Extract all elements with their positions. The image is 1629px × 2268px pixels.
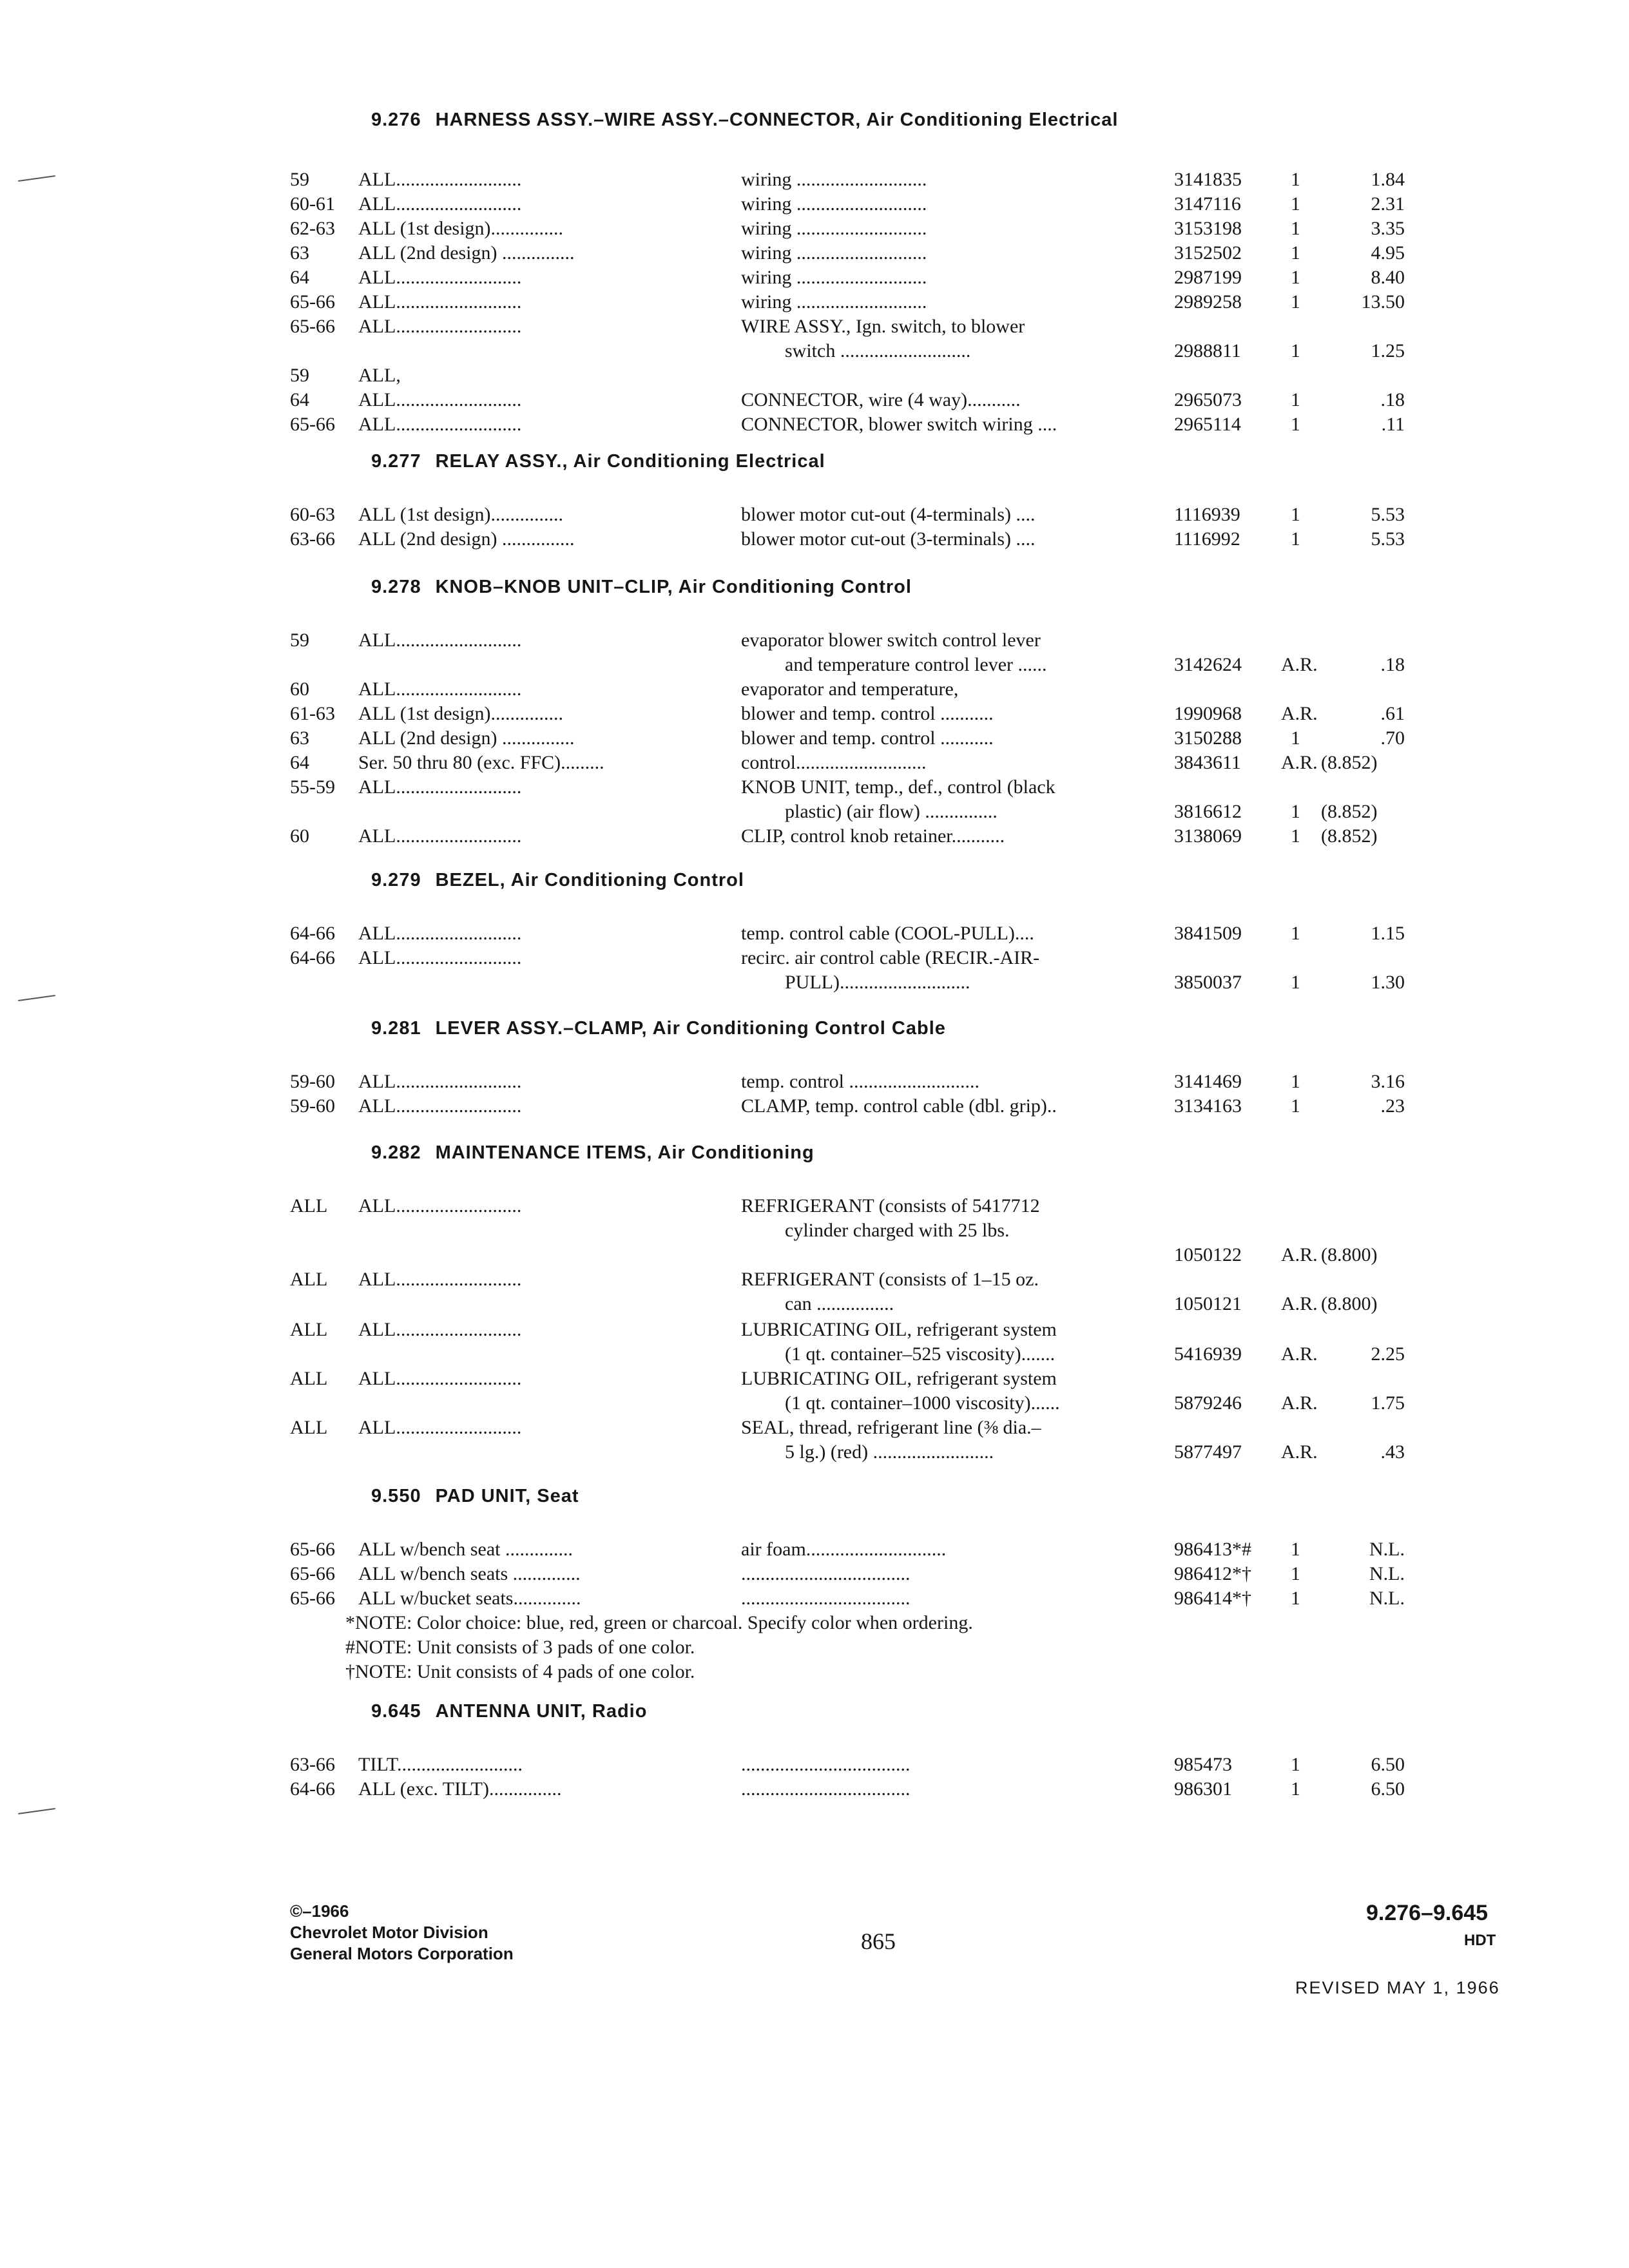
- part-number: 3841509: [1174, 923, 1242, 944]
- parts-row: [0, 265, 1629, 290]
- section-title: BEZEL, Air Conditioning Control: [435, 870, 744, 890]
- model-series: TILT..........................: [358, 1754, 523, 1775]
- section-heading: [371, 1486, 579, 1507]
- list-price: 3.35: [1371, 218, 1405, 239]
- part-description: evaporator and temperature,: [741, 678, 959, 700]
- part-number: 3153198: [1174, 218, 1242, 239]
- footnote: *NOTE: Color choice: blue, red, green or charcoal. Specify color when ordering.: [345, 1612, 973, 1633]
- part-number: 1116939: [1174, 504, 1240, 525]
- quantity: 1: [1291, 1539, 1300, 1560]
- quantity: 1: [1291, 1754, 1300, 1775]
- model-series: ALL (2nd design) ...............: [358, 528, 575, 550]
- quantity: 1: [1291, 1095, 1300, 1117]
- part-description: LUBRICATING OIL, refrigerant system: [741, 1368, 1057, 1389]
- model-series: ALL w/bench seats ..............: [358, 1563, 581, 1584]
- part-description: (1 qt. container–525 viscosity).......: [785, 1343, 1055, 1365]
- model-year: ALL: [290, 1417, 328, 1438]
- model-year: 59: [290, 169, 309, 190]
- model-series: Ser. 50 thru 80 (exc. FFC).........: [358, 752, 604, 773]
- model-year: 61-63: [290, 703, 335, 724]
- model-series: ALL..........................: [358, 1195, 522, 1216]
- list-price: .23: [1380, 1095, 1405, 1117]
- part-description: control...........................: [741, 752, 927, 773]
- binding-mark: [18, 1808, 55, 1814]
- list-price: (8.800): [1321, 1244, 1378, 1265]
- model-year: 59-60: [290, 1071, 335, 1092]
- list-price: 6.50: [1371, 1778, 1405, 1800]
- quantity: 1: [1291, 528, 1300, 550]
- model-year: 64-66: [290, 923, 335, 944]
- part-number: 5877497: [1174, 1441, 1242, 1463]
- parts-row: [0, 1440, 1629, 1465]
- part-description: recirc. air control cable (RECIR.-AIR-: [741, 947, 1040, 968]
- part-description: REFRIGERANT (consists of 1–15 oz.: [741, 1269, 1039, 1290]
- parts-row: [0, 339, 1629, 363]
- part-description: ...................................: [741, 1588, 911, 1609]
- part-description: air foam.............................: [741, 1539, 947, 1560]
- model-series: ALL..........................: [358, 678, 522, 700]
- list-price: 1.30: [1371, 972, 1405, 993]
- parts-row: [0, 1243, 1629, 1267]
- publisher-block: [290, 1901, 514, 1965]
- part-description: SEAL, thread, refrigerant line (⅜ dia.–: [741, 1417, 1041, 1438]
- list-price: 4.95: [1371, 242, 1405, 264]
- model-series: ALL..........................: [358, 1269, 522, 1290]
- parts-row: [0, 1194, 1629, 1218]
- part-number: 3138069: [1174, 825, 1242, 847]
- model-series: ALL..........................: [358, 1368, 522, 1389]
- parts-row: [0, 1070, 1629, 1094]
- parts-row: [0, 946, 1629, 970]
- model-year: 65-66: [290, 1588, 335, 1609]
- model-series: ALL (exc. TILT)...............: [358, 1778, 562, 1800]
- model-series: ALL..........................: [358, 389, 522, 410]
- parts-row: [0, 1292, 1629, 1316]
- part-description: LUBRICATING OIL, refrigerant system: [741, 1319, 1057, 1340]
- model-year: ALL: [290, 1269, 328, 1290]
- model-year: 59: [290, 365, 309, 386]
- part-number: 3843611: [1174, 752, 1241, 773]
- part-number: 1050121: [1174, 1293, 1242, 1314]
- parts-row: [0, 1391, 1629, 1416]
- list-price: 1.25: [1371, 340, 1405, 361]
- parts-row: [0, 726, 1629, 751]
- quantity: A.R.: [1281, 654, 1318, 675]
- part-number: 2965114: [1174, 414, 1241, 435]
- part-description: CONNECTOR, blower switch wiring ....: [741, 414, 1057, 435]
- section-heading: [371, 577, 912, 598]
- part-description: wiring ...........................: [741, 242, 927, 264]
- part-number: 3141835: [1174, 169, 1242, 190]
- part-description: cylinder charged with 25 lbs.: [785, 1220, 1010, 1241]
- part-description: wiring ...........................: [741, 218, 927, 239]
- parts-row: [0, 1562, 1629, 1586]
- model-series: ALL (2nd design) ...............: [358, 727, 575, 749]
- list-price: .18: [1380, 389, 1405, 410]
- quantity: 1: [1291, 389, 1300, 410]
- group-range: 9.276–9.645: [1366, 1901, 1489, 1925]
- parts-row: [0, 677, 1629, 702]
- list-price: .43: [1380, 1441, 1405, 1463]
- quantity: 1: [1291, 923, 1300, 944]
- parts-row: [0, 921, 1629, 946]
- section-title: KNOB–KNOB UNIT–CLIP, Air Conditioning Control: [435, 577, 912, 597]
- part-number: 2988811: [1174, 340, 1241, 361]
- part-number: 3134163: [1174, 1095, 1242, 1117]
- parts-row: [0, 653, 1629, 677]
- part-description: switch ...........................: [785, 340, 971, 361]
- parts-row: [0, 168, 1629, 192]
- quantity: 1: [1291, 291, 1300, 312]
- parts-row: [0, 527, 1629, 552]
- part-number: 5416939: [1174, 1343, 1242, 1365]
- section-number: 9.276: [371, 110, 421, 130]
- list-price: N.L.: [1369, 1539, 1405, 1560]
- model-series: ALL..........................: [358, 1071, 522, 1092]
- model-year: ALL: [290, 1319, 328, 1340]
- model-series: ALL..........................: [358, 316, 522, 337]
- section-title: ANTENNA UNIT, Radio: [435, 1701, 648, 1722]
- section-number: 9.278: [371, 577, 421, 597]
- model-series: ALL..........................: [358, 1095, 522, 1117]
- list-price: .70: [1380, 727, 1405, 749]
- model-year: 60: [290, 678, 309, 700]
- parts-row: [0, 702, 1629, 726]
- model-year: 65-66: [290, 1563, 335, 1584]
- quantity: A.R.: [1281, 1343, 1318, 1365]
- model-series: ALL..........................: [358, 267, 522, 288]
- list-price: N.L.: [1369, 1588, 1405, 1609]
- model-year: 55-59: [290, 776, 335, 798]
- parts-row: [0, 1753, 1629, 1777]
- list-price: .11: [1381, 414, 1405, 435]
- quantity: 1: [1291, 504, 1300, 525]
- part-description: CLAMP, temp. control cable (dbl. grip)..: [741, 1095, 1057, 1117]
- quantity: A.R.: [1281, 1441, 1318, 1463]
- division: Chevrolet Motor Division: [290, 1923, 488, 1942]
- quantity: 1: [1291, 414, 1300, 435]
- list-price: 2.31: [1371, 193, 1405, 215]
- section-title: MAINTENANCE ITEMS, Air Conditioning: [435, 1142, 815, 1163]
- parts-row: [0, 363, 1629, 388]
- part-description: plastic) (air flow) ...............: [785, 801, 998, 822]
- parts-row: [0, 1586, 1629, 1611]
- part-description: WIRE ASSY., Ign. switch, to blower: [741, 316, 1025, 337]
- quantity: 1: [1291, 1588, 1300, 1609]
- model-series: ALL (1st design)...............: [358, 703, 564, 724]
- section-title: HARNESS ASSY.–WIRE ASSY.–CONNECTOR, Air Conditioning Electrical: [435, 110, 1119, 130]
- part-description: KNOB UNIT, temp., def., control (black: [741, 776, 1055, 798]
- parts-row: [0, 1777, 1629, 1802]
- model-series: ALL..........................: [358, 1319, 522, 1340]
- model-year: 59-60: [290, 1095, 335, 1117]
- part-description: evaporator blower switch control lever: [741, 629, 1041, 651]
- part-description: PULL)...........................: [785, 972, 970, 993]
- model-year: ALL: [290, 1195, 328, 1216]
- model-year: 62-63: [290, 218, 335, 239]
- model-year: 63: [290, 727, 309, 749]
- model-series: ALL w/bucket seats..............: [358, 1588, 581, 1609]
- quantity: 1: [1291, 727, 1300, 749]
- part-number: 1050122: [1174, 1244, 1242, 1265]
- quantity: 1: [1291, 801, 1300, 822]
- model-series: ALL (2nd design) ...............: [358, 242, 575, 264]
- model-series: ALL..........................: [358, 1417, 522, 1438]
- part-number: 3150288: [1174, 727, 1242, 749]
- list-price: 2.25: [1371, 1343, 1405, 1365]
- quantity: 1: [1291, 267, 1300, 288]
- section-heading: [371, 1018, 946, 1039]
- list-price: .18: [1380, 654, 1405, 675]
- parts-row: [0, 503, 1629, 527]
- part-number: 5879246: [1174, 1392, 1242, 1414]
- part-number: 3141469: [1174, 1071, 1242, 1092]
- part-number: 985473: [1174, 1754, 1232, 1775]
- quantity: 1: [1291, 825, 1300, 847]
- footnote: #NOTE: Unit consists of 3 pads of one color.: [345, 1637, 695, 1658]
- part-description: wiring ...........................: [741, 267, 927, 288]
- section-number: 9.282: [371, 1142, 421, 1163]
- part-description: blower and temp. control ...........: [741, 703, 994, 724]
- quantity: 1: [1291, 193, 1300, 215]
- section-title: RELAY ASSY., Air Conditioning Electrical: [435, 451, 825, 472]
- part-description: ...................................: [741, 1563, 911, 1584]
- part-number: 986412*†: [1174, 1563, 1251, 1584]
- list-price: 5.53: [1371, 504, 1405, 525]
- part-number: 2989258: [1174, 291, 1242, 312]
- list-price: 5.53: [1371, 528, 1405, 550]
- part-number: 3142624: [1174, 654, 1242, 675]
- model-year: 60: [290, 825, 309, 847]
- part-number: 3147116: [1174, 193, 1241, 215]
- section-number: 9.281: [371, 1018, 421, 1039]
- parts-row: [0, 800, 1629, 824]
- model-series: ALL..........................: [358, 825, 522, 847]
- model-series: ALL (1st design)...............: [358, 218, 564, 239]
- section-number: 9.550: [371, 1486, 421, 1506]
- section-number: 9.645: [371, 1701, 421, 1722]
- part-description: temp. control cable (COOL-PULL)....: [741, 923, 1034, 944]
- model-year: 64: [290, 752, 309, 773]
- model-series: ALL..........................: [358, 291, 522, 312]
- page-number: 865: [861, 1928, 896, 1954]
- parts-row: [0, 1267, 1629, 1292]
- model-series: ALL..........................: [358, 193, 522, 215]
- section-heading: [371, 110, 1118, 131]
- model-year: 64: [290, 267, 309, 288]
- parts-row: [0, 216, 1629, 241]
- quantity: 1: [1291, 1778, 1300, 1800]
- model-series: ALL..........................: [358, 776, 522, 798]
- part-description: blower motor cut-out (4-terminals) ....: [741, 504, 1036, 525]
- part-number: 986301: [1174, 1778, 1232, 1800]
- part-description: blower and temp. control ...........: [741, 727, 994, 749]
- model-year: 63: [290, 242, 309, 264]
- part-number: 986413*#: [1174, 1539, 1251, 1560]
- parts-row: [0, 775, 1629, 800]
- part-number: 1990968: [1174, 703, 1242, 724]
- section-heading: [371, 451, 825, 472]
- model-year: 65-66: [290, 414, 335, 435]
- part-description: 5 lg.) (red) .........................: [785, 1441, 994, 1463]
- part-description: wiring ...........................: [741, 193, 927, 215]
- model-series: ALL..........................: [358, 169, 522, 190]
- list-price: (8.800): [1321, 1293, 1378, 1314]
- parts-row: [0, 1094, 1629, 1119]
- corporation: General Motors Corporation: [290, 1944, 514, 1963]
- model-year: 63-66: [290, 1754, 335, 1775]
- quantity: 1: [1291, 1071, 1300, 1092]
- quantity: A.R.: [1281, 1244, 1318, 1265]
- model-year: 60-63: [290, 504, 335, 525]
- quantity: 1: [1291, 1563, 1300, 1584]
- section-heading: [371, 870, 744, 891]
- list-price: 1.84: [1371, 169, 1405, 190]
- list-price: 6.50: [1371, 1754, 1405, 1775]
- part-description: blower motor cut-out (3-terminals) ....: [741, 528, 1036, 550]
- section-number: 9.279: [371, 870, 421, 890]
- quantity: 1: [1291, 218, 1300, 239]
- parts-row: [0, 388, 1629, 412]
- section-title: PAD UNIT, Seat: [435, 1486, 579, 1506]
- parts-row: [0, 1367, 1629, 1391]
- list-price: 1.75: [1371, 1392, 1405, 1414]
- list-price: 8.40: [1371, 267, 1405, 288]
- list-price: .61: [1380, 703, 1405, 724]
- parts-row: [0, 824, 1629, 849]
- part-description: temp. control ...........................: [741, 1071, 979, 1092]
- section-title: LEVER ASSY.–CLAMP, Air Conditioning Control Cable: [435, 1018, 946, 1039]
- part-description: ...................................: [741, 1778, 911, 1800]
- model-year: 59: [290, 629, 309, 651]
- parts-row: [0, 1342, 1629, 1367]
- part-description: ...................................: [741, 1754, 911, 1775]
- part-number: 3816612: [1174, 801, 1242, 822]
- list-price: (8.852): [1321, 801, 1378, 822]
- quantity: 1: [1291, 242, 1300, 264]
- quantity: A.R.: [1281, 703, 1318, 724]
- model-year: 65-66: [290, 316, 335, 337]
- model-year: 64-66: [290, 947, 335, 968]
- model-series: ALL..........................: [358, 414, 522, 435]
- list-price: (8.852): [1321, 825, 1378, 847]
- list-price: 3.16: [1371, 1071, 1405, 1092]
- parts-row: [0, 412, 1629, 437]
- quantity: 1: [1291, 340, 1300, 361]
- part-description: REFRIGERANT (consists of 5417712: [741, 1195, 1040, 1216]
- part-description: can ................: [785, 1293, 894, 1314]
- parts-row: [0, 314, 1629, 339]
- model-year: 60-61: [290, 193, 335, 215]
- part-description: CLIP, control knob retainer...........: [741, 825, 1005, 847]
- parts-row: [0, 241, 1629, 265]
- quantity: 1: [1291, 169, 1300, 190]
- section-heading: [371, 1142, 815, 1164]
- model-year: 64: [290, 389, 309, 410]
- quantity: A.R.: [1281, 752, 1318, 773]
- part-number: 2965073: [1174, 389, 1242, 410]
- model-series: ALL (1st design)...............: [358, 504, 564, 525]
- model-series: ALL..........................: [358, 923, 522, 944]
- parts-row: [0, 1537, 1629, 1562]
- parts-row: [0, 751, 1629, 775]
- model-year: 65-66: [290, 291, 335, 312]
- model-year: 63-66: [290, 528, 335, 550]
- catalog-code: HDT: [1464, 1932, 1496, 1949]
- quantity: A.R.: [1281, 1392, 1318, 1414]
- part-number: 1116992: [1174, 528, 1240, 550]
- model-series: ALL..........................: [358, 629, 522, 651]
- parts-row: [0, 628, 1629, 653]
- section-heading: [371, 1701, 647, 1722]
- part-description: (1 qt. container–1000 viscosity)......: [785, 1392, 1060, 1414]
- parts-row: [0, 290, 1629, 314]
- quantity: 1: [1291, 972, 1300, 993]
- parts-row: [0, 1318, 1629, 1342]
- part-number: 3850037: [1174, 972, 1242, 993]
- list-price: (8.852): [1321, 752, 1378, 773]
- part-description: and temperature control lever ......: [785, 654, 1047, 675]
- model-series: ALL..........................: [358, 947, 522, 968]
- list-price: N.L.: [1369, 1563, 1405, 1584]
- list-price: 1.15: [1371, 923, 1405, 944]
- revision-date: REVISED MAY 1, 1966: [1295, 1978, 1500, 1997]
- binding-mark: [18, 995, 55, 1001]
- parts-row: [0, 192, 1629, 216]
- part-number: 986414*†: [1174, 1588, 1251, 1609]
- part-number: 2987199: [1174, 267, 1242, 288]
- quantity: A.R.: [1281, 1293, 1318, 1314]
- model-series: ALL,: [358, 365, 401, 386]
- parts-row: [0, 970, 1629, 995]
- model-year: 64-66: [290, 1778, 335, 1800]
- model-year: 65-66: [290, 1539, 335, 1560]
- list-price: 13.50: [1361, 291, 1405, 312]
- model-series: ALL w/bench seat ..............: [358, 1539, 573, 1560]
- part-description: wiring ...........................: [741, 291, 927, 312]
- section-number: 9.277: [371, 451, 421, 472]
- footnote: †NOTE: Unit consists of 4 pads of one color.: [345, 1661, 695, 1682]
- parts-row: [0, 1218, 1629, 1243]
- model-year: ALL: [290, 1368, 328, 1389]
- part-number: 3152502: [1174, 242, 1242, 264]
- copyright: ©–1966: [290, 1901, 349, 1921]
- part-description: wiring ...........................: [741, 169, 927, 190]
- part-description: CONNECTOR, wire (4 way)...........: [741, 389, 1021, 410]
- parts-row: [0, 1416, 1629, 1440]
